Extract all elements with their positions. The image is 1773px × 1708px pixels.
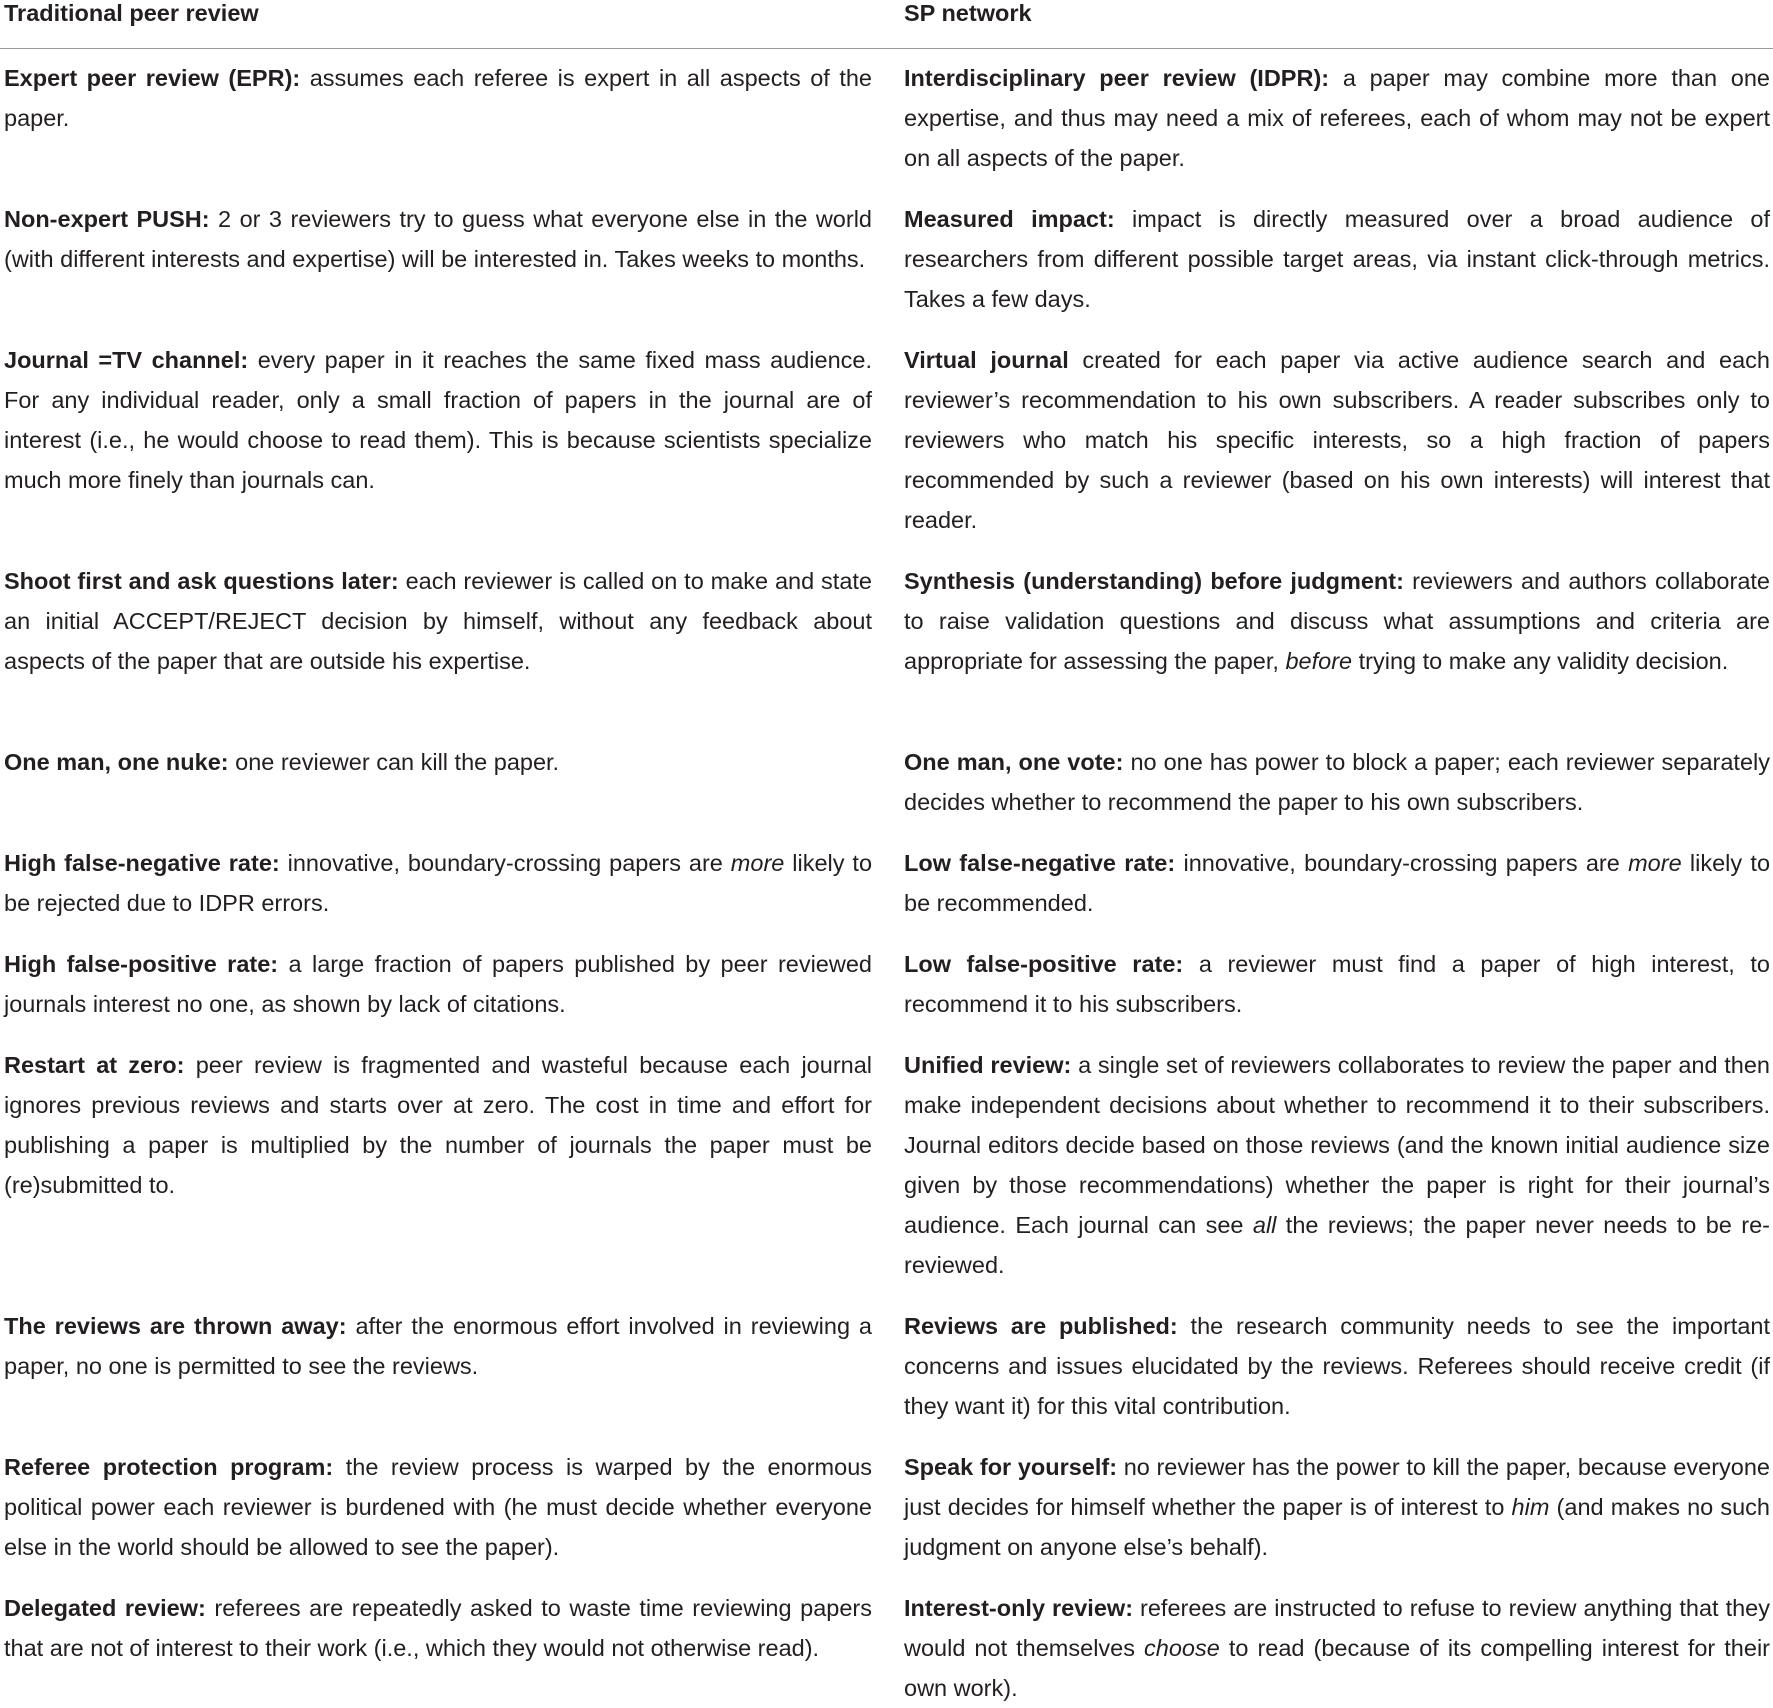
term: Interdisciplinary peer review (IDPR): (904, 65, 1330, 91)
sp-network-cell: Interdisciplinary peer review (IDPR): a paper may combine more than one expertise, and thus may need a mix of referees, each of whom may not be expert on all aspects of the paper. (904, 65, 1770, 171)
term: Referee protection program: (4, 1454, 334, 1480)
term: Low false-negative rate: (904, 850, 1176, 876)
term: Speak for yourself: (904, 1454, 1118, 1480)
term: Reviews are published: (904, 1313, 1178, 1339)
term: Unified review: (904, 1052, 1072, 1078)
term: Shoot first and ask questions later: (4, 568, 399, 594)
term: Non-expert PUSH: (4, 206, 210, 232)
traditional-cell: Journal =TV channel: every paper in it reaches the same fixed mass audience. For any individual reader, only a small fraction of papers in the journal are of interest (i.e., he would choose to read them). This is because scientists specialize much more finely than journals can. (4, 347, 872, 493)
sp-network-cell: Interest-only review: referees are instructed to refuse to review anything that they would not themselves choose to read (because of its compelling interest for their own work). (904, 1595, 1770, 1701)
term: Expert peer review (EPR): (4, 65, 301, 91)
sp-network-cell: Synthesis (understanding) before judgment: reviewers and authors collaborate to raise validation questions and discuss what assumptions and criteria are appropriate for assessing the paper, before trying to make any validity decision. (904, 568, 1770, 674)
traditional-cell: Restart at zero: peer review is fragmented and wasteful because each journal ignores previous reviews and starts over at zero. The cost in time and effort for publishing a paper is multiplied by the number of journals the paper must be (re)submitted to. (4, 1052, 873, 1198)
traditional-cell: Expert peer review (EPR): assumes each referee is expert in all aspects of the paper. (4, 65, 872, 131)
term: Journal =TV channel: (4, 347, 249, 373)
term: The reviews are thrown away: (4, 1313, 347, 1339)
column-title-sp-network: SP network (904, 0, 1032, 26)
sp-network-cell: Low false-negative rate: innovative, boundary-crossing papers are more likely to be recommended. (904, 850, 1771, 916)
sp-network-cell: Unified review: a single set of reviewers collaborates to review the paper and then make independent decisions about whether to recommend it to their subscribers. Journal editors decide based on those reviews (and the known initial audience size given by those recommendations) whether the paper is right for their journal’s audience. Each journal can see all the reviews; the paper never needs to be re-reviewed. (904, 1052, 1770, 1278)
sp-network-cell: Virtual journal created for each paper via active audience search and each reviewer’s recommendation to his own subscribers. A reader subscribes only to reviewers who match his specific interests, so a high fraction of papers recommended by such a reviewer (based on his own interests) will interest that reader. (904, 347, 1770, 533)
term: High false-positive rate: (4, 951, 279, 977)
term: Low false-positive rate: (904, 951, 1184, 977)
term: Synthesis (understanding) before judgment: (904, 568, 1404, 594)
traditional-cell: High false-positive rate: a large fraction of papers published by peer reviewed journals interest no one, as shown by lack of citations. (4, 951, 872, 1017)
term: Measured impact: (904, 206, 1115, 232)
traditional-cell: Non-expert PUSH: 2 or 3 reviewers try to guess what everyone else in the world (with different interests and expertise) will be interested in. Takes weeks to months. (4, 206, 872, 272)
traditional-cell: One man, one nuke: one reviewer can kill the paper. (4, 749, 560, 775)
term: Delegated review: (4, 1595, 206, 1621)
term: One man, one vote: (904, 749, 1124, 775)
term: Interest-only review: (904, 1595, 1134, 1621)
traditional-cell: Shoot first and ask questions later: each reviewer is called on to make and state an initial ACCEPT/REJECT decision by himself, without any feedback about aspects of the paper that are outside his expertise. (4, 568, 872, 674)
term: Virtual journal (904, 347, 1069, 373)
term: One man, one nuke: (4, 749, 229, 775)
term: High false-negative rate: (4, 850, 280, 876)
sp-network-cell: Measured impact: impact is directly measured over a broad audience of researchers from different possible target areas, via instant click-through metrics. Takes a few days. (904, 206, 1770, 312)
table-header (0, 0, 1773, 49)
term: Restart at zero: (4, 1052, 185, 1078)
sp-network-cell: Reviews are published: the research community needs to see the important concerns and issues elucidated by the reviews. Referees should receive credit (if they want it) for this vital contribution. (904, 1313, 1770, 1419)
sp-network-cell: Low false-positive rate: a reviewer must find a paper of high interest, to recommend it to his subscribers. (904, 951, 1770, 1017)
traditional-cell: High false-negative rate: innovative, boundary-crossing papers are more likely to be rejected due to IDPR errors. (4, 850, 873, 916)
sp-network-cell: One man, one vote: no one has power to block a paper; each reviewer separately decides whether to recommend the paper to his own subscribers. (904, 749, 1770, 815)
traditional-cell: The reviews are thrown away: after the enormous effort involved in reviewing a paper, no one is permitted to see the reviews. (4, 1313, 872, 1379)
sp-network-cell: Speak for yourself: no reviewer has the power to kill the paper, because everyone just decides for himself whether the paper is of interest to him (and makes no such judgment on anyone else’s behalf). (904, 1454, 1770, 1560)
column-title-traditional: Traditional peer review (4, 0, 259, 26)
traditional-cell: Referee protection program: the review process is warped by the enormous political power each reviewer is burdened with (he must decide whether everyone else in the world should be allowed to see the paper). (4, 1454, 873, 1560)
traditional-cell: Delegated review: referees are repeatedly asked to waste time reviewing papers that are not of interest to their work (i.e., which they would not otherwise read). (4, 1595, 872, 1661)
